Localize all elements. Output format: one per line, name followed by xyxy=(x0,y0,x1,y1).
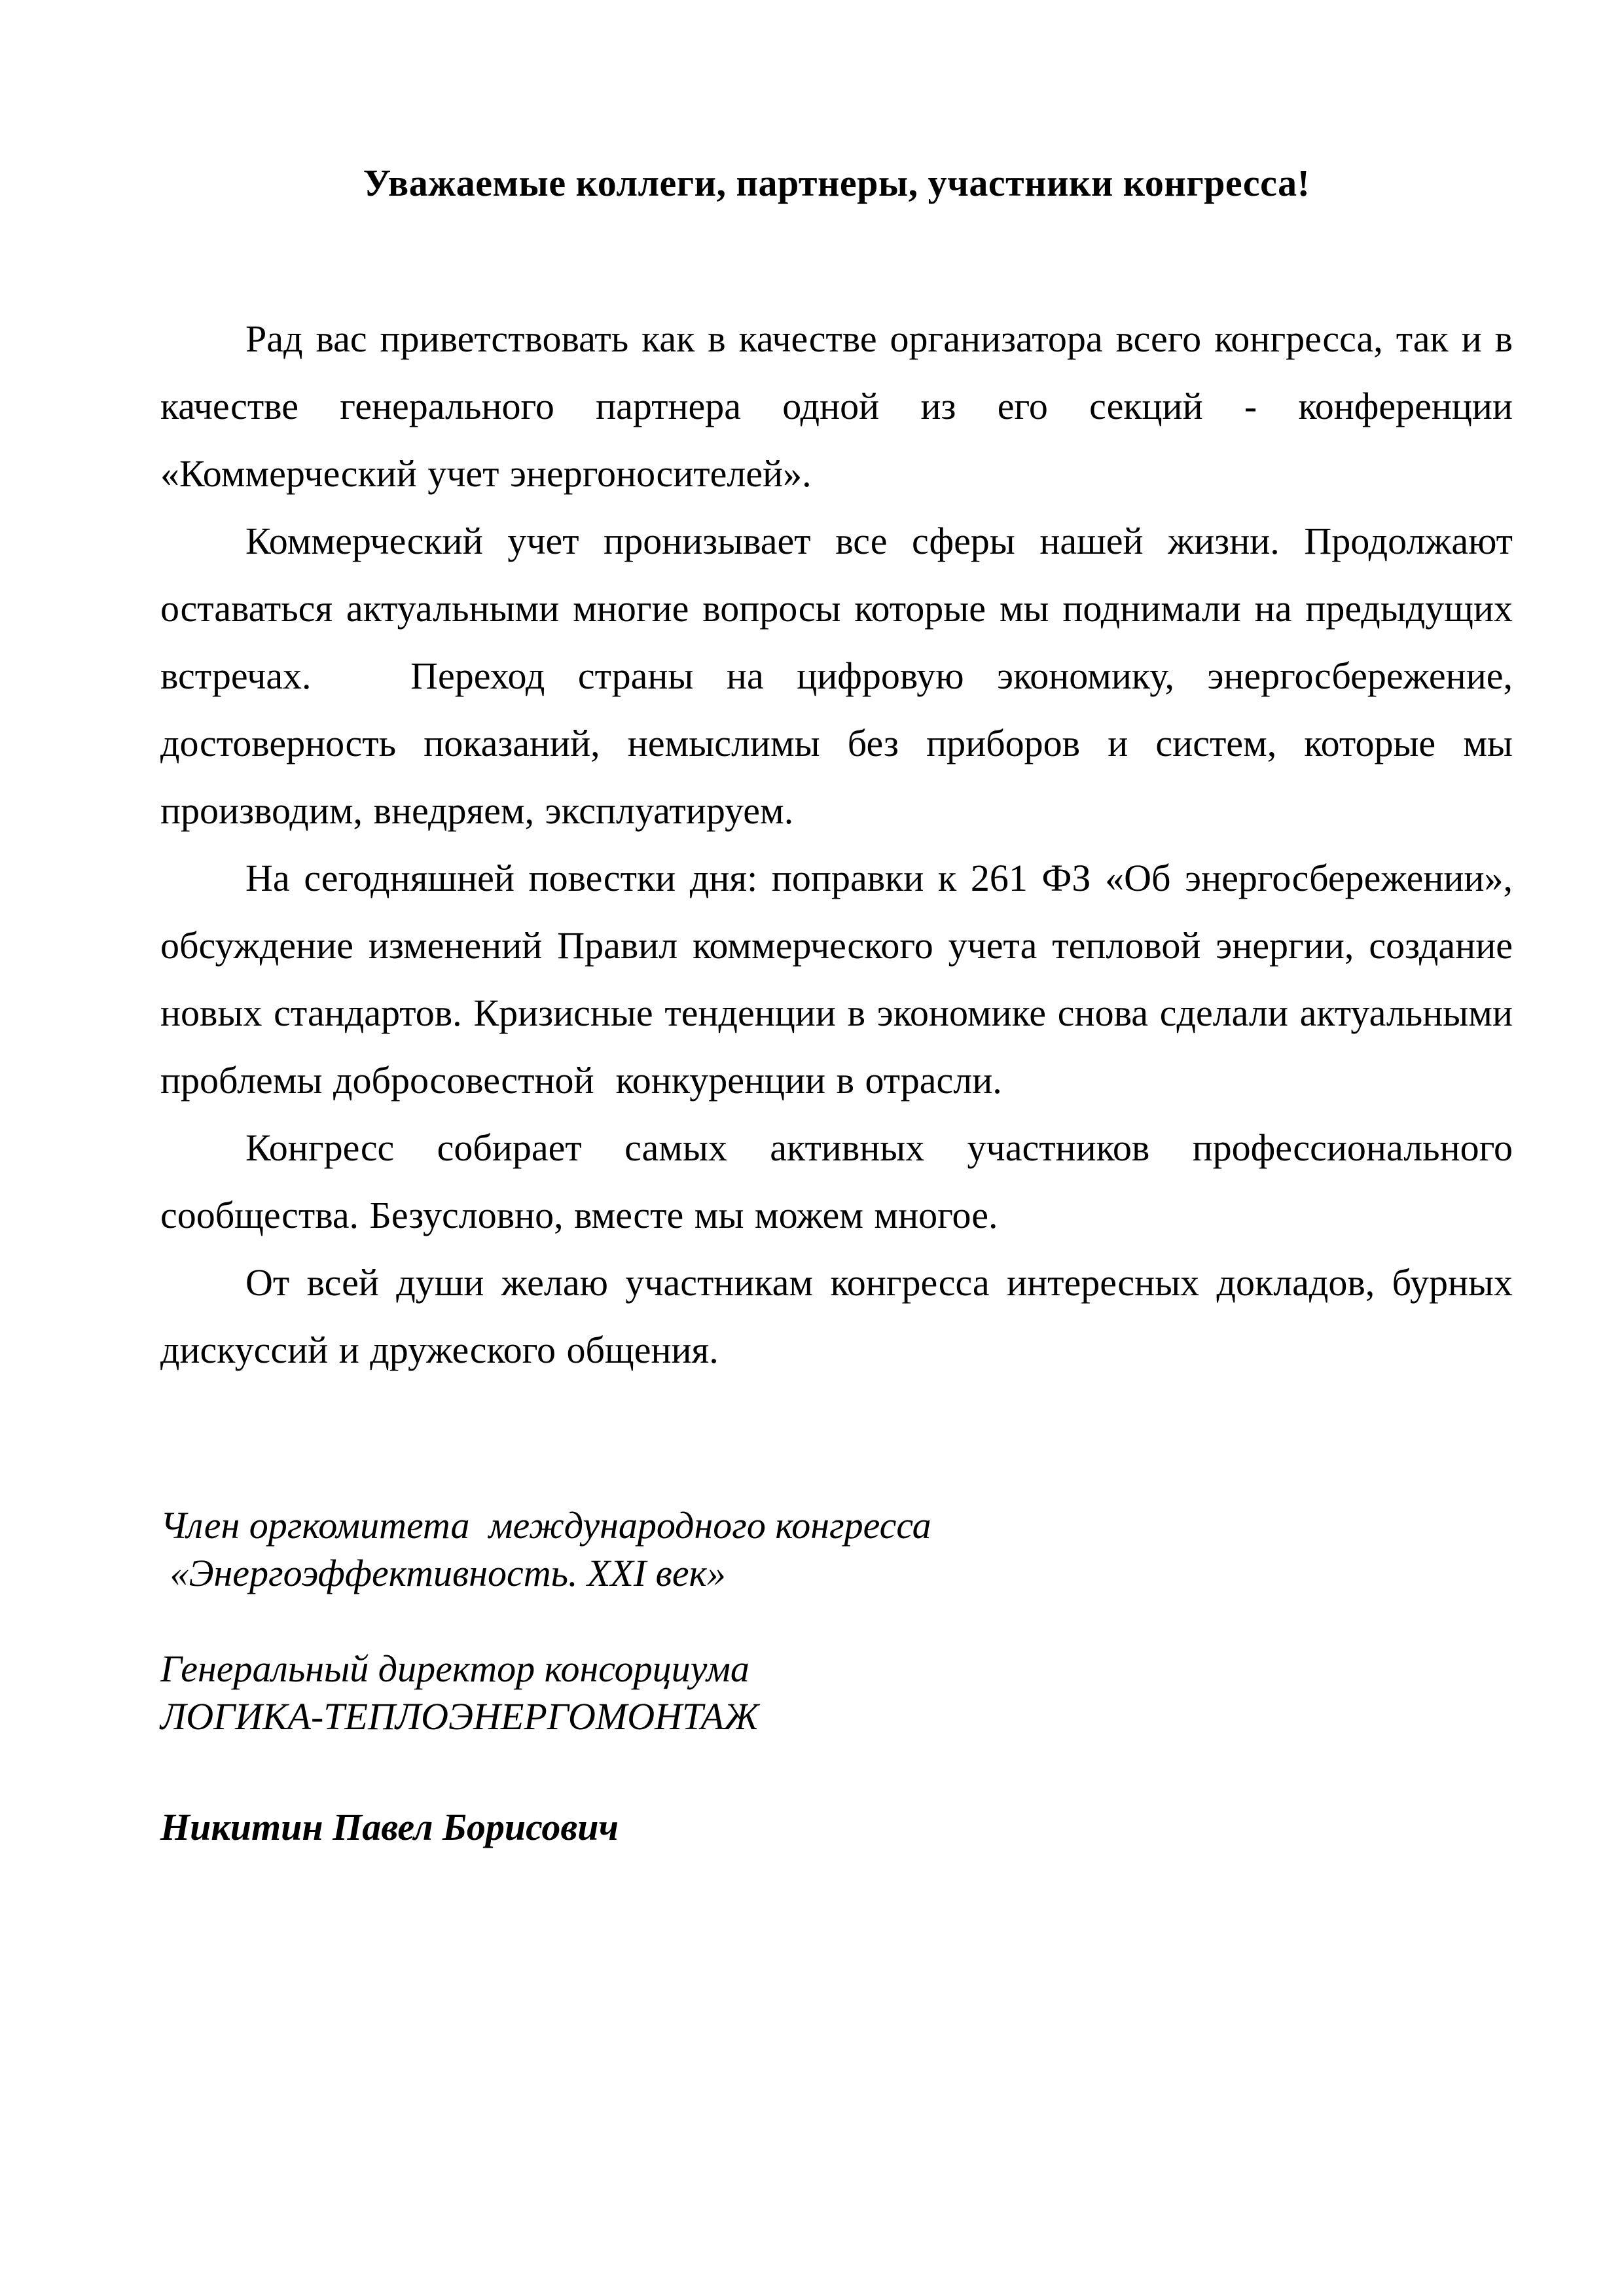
paragraph-wishes: От всей души желаю участникам конгресса интересных докладов, бурных дискуссий и дружеского общения. xyxy=(160,1261,1513,1371)
signature-name: Никитин Павел Борисович xyxy=(160,1806,619,1848)
signature-position xyxy=(160,1645,1513,1740)
signature-org-role xyxy=(160,1501,1513,1597)
paragraph-congress-community: Конгресс собирает самых активных участников профессионального сообщества. Безусловно, вместе мы можем многое. xyxy=(160,1126,1513,1236)
letter-body xyxy=(160,305,1513,1384)
letter-title: Уважаемые коллеги, партнеры, участники конгресса! xyxy=(363,162,1310,204)
signature-org-role-line-2: «Энергоэффективность. XXI век» xyxy=(160,1552,726,1594)
signature-org-role-line-1: Член оргкомитета международного конгресса xyxy=(160,1504,931,1547)
signature-position-line-1: Генеральный директор консорциума xyxy=(160,1647,749,1690)
signature-block xyxy=(160,1501,1513,1740)
paragraph-commercial-metering: Коммерческий учет пронизывает все сферы нашей жизни. Продолжают оставаться актуальными многие вопросы которые мы поднимали на предыдущих встречах. Переход страны на цифровую экономику, энергосбережение, достоверность показаний, немыслимы без приборов и систем, которые мы производим, внедряем, эксплуатируем. xyxy=(160,520,1513,832)
paragraph-agenda: На сегодняшней повестки дня: поправки к 261 ФЗ «Об энергосбережении», обсуждение изменений Правил коммерческого учета тепловой энергии, создание новых стандартов. Кризисные тенденции в экономике снова сделали актуальными проблемы добросовестной конкуренции в отрасли. xyxy=(160,857,1513,1102)
signature-position-line-2: ЛОГИКА-ТЕПЛОЭНЕРГОМОНТАЖ xyxy=(160,1695,759,1738)
letter-content xyxy=(160,0,1513,1851)
paragraph-greeting: Рад вас приветствовать как в качестве организатора всего конгресса, так и в качестве генерального партнера одной из его секций - конференции «Коммерческий учет энергоносителей». xyxy=(160,317,1513,495)
